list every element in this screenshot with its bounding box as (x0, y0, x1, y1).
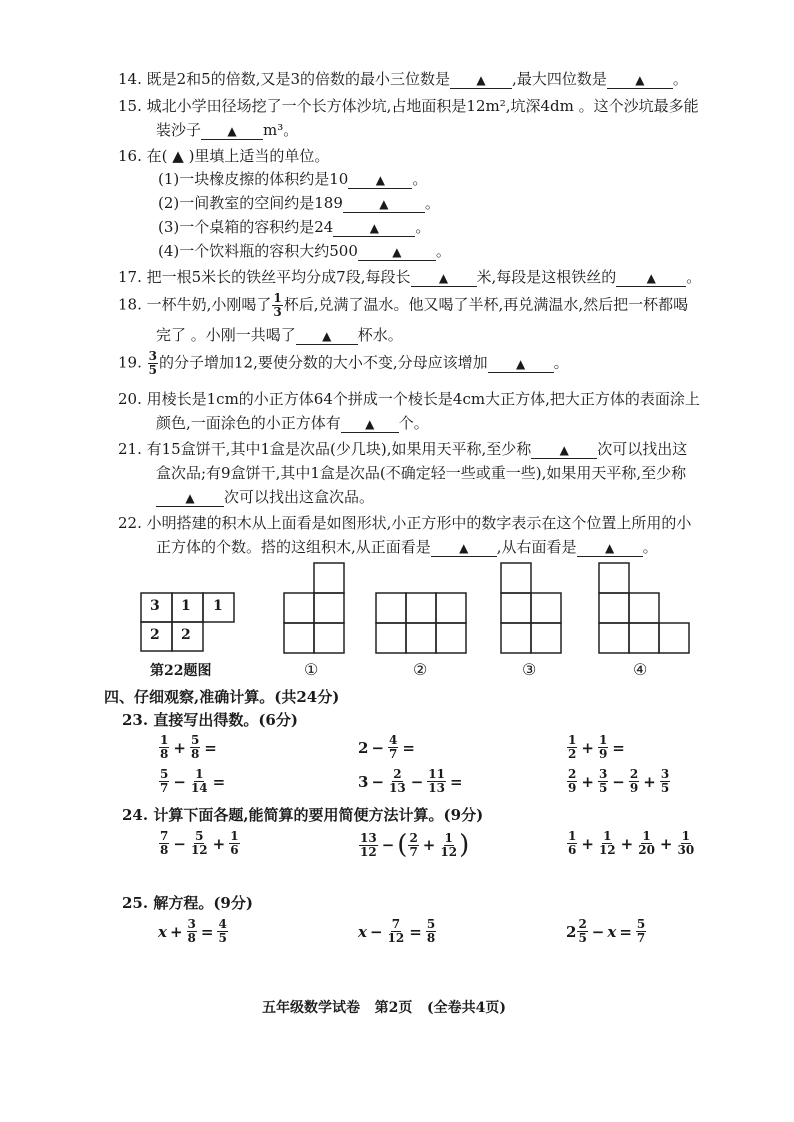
expression: $\frac{1}{8}$ + $\frac{5}{8}$ = (160, 733, 217, 761)
answer-blank[interactable]: ▲ (201, 124, 263, 140)
answer-blank[interactable]: ▲ (348, 173, 412, 189)
figure-caption: 第22题图 (150, 663, 212, 679)
question-21-line2: 盒次品;有9盒饼干,其中1盒是次品(不确定轻一些或重一些),如果用天平称,至少称 (156, 464, 687, 482)
question-18-line2: 完了 。小刚一共喝了 ▲ 杯水。 (156, 326, 403, 344)
grid-cell: 2 (181, 627, 191, 643)
question-14: 14. 既是2和5的倍数,又是3的倍数的最小三位数是 ▲ ,最大四位数是 ▲ 。 (118, 70, 688, 88)
answer-blank[interactable]: ▲ (156, 491, 224, 507)
question-15-line2: 装沙子 ▲ m³。 (156, 121, 299, 139)
page-footer: 五年级数学试卷 第2页 (全卷共4页) (262, 1000, 506, 1016)
q16-item: (4)一个饮料瓶的容积大约500 ▲ 。 (158, 242, 451, 260)
answer-blank[interactable]: ▲ (431, 541, 497, 557)
answer-blank[interactable]: ▲ (450, 73, 512, 89)
question-18: 18. 一杯牛奶,小刚喝了 $\frac{1}{3}$ 杯后,兑满了温水。他又喝了半杯,再兑满温水,然后把一杯都喝 (118, 291, 689, 319)
grid-cell: 1 (181, 598, 191, 614)
question-24-title: 24. 计算下面各题,能简算的要用简便方法计算。(9分) (122, 806, 484, 824)
option-label: ④ (633, 660, 648, 679)
answer-blank[interactable]: ▲ (343, 197, 425, 213)
answer-blank[interactable]: ▲ (607, 73, 673, 89)
option-label: ① (304, 660, 319, 679)
q16-item: (2)一间教室的空间约是189 ▲ 。 (158, 194, 440, 212)
option-2-view (375, 592, 467, 654)
equation: x − $\frac{7}{12}$ = $\frac{5}{8}$ (358, 917, 436, 945)
question-15: 15. 城北小学田径场挖了一个长方体沙坑,占地面积是12m²,坑深4dm 。这个沙坑最多能 (118, 97, 699, 115)
equation: 2 $\frac{2}{5}$ − x = $\frac{5}{7}$ (566, 917, 646, 945)
expression: $\frac{13}{12}$ − ( $\frac{2}{7}$ + $\frac{1}{12}$ ) (360, 830, 470, 860)
question-25-title: 25. 解方程。(9分) (122, 894, 253, 912)
expression: 2 − $\frac{4}{7}$ = (358, 733, 415, 761)
question-22-line2: 正方体的个数。搭的这组积木,从正面看是 ▲ ,从右面看是 ▲ 。 (156, 538, 658, 556)
option-label: ③ (522, 660, 537, 679)
fraction: $\frac{3}{5}$ (148, 349, 157, 377)
question-21-line3: ▲ 次可以找出这盒次品。 (156, 486, 374, 507)
answer-blank[interactable]: ▲ (358, 245, 436, 261)
option-1-view (283, 562, 345, 654)
answer-blank[interactable]: ▲ (531, 443, 597, 459)
q16-item: (3)一个桌箱的容积约是24 ▲ 。 (158, 218, 431, 236)
option-label: ② (413, 660, 428, 679)
grid-cell: 3 (150, 598, 160, 614)
option-4-view (598, 562, 690, 654)
question-17: 17. 把一根5米长的铁丝平均分成7段,每段长 ▲ 米,每段是这根铁丝的 ▲ 。 (118, 268, 702, 286)
expression: $\frac{1}{6}$ + $\frac{1}{12}$ + $\frac{1}{20}$ + $\frac{1}{30}$ (568, 829, 695, 857)
expression: $\frac{1}{2}$ + $\frac{1}{9}$ = (568, 733, 625, 761)
option-3-view (500, 562, 562, 654)
answer-blank[interactable]: ▲ (341, 417, 399, 433)
expression: 3 − $\frac{2}{13}$ − $\frac{11}{13}$ = (358, 767, 463, 795)
equation: x + $\frac{3}{8}$ = $\frac{4}{5}$ (158, 917, 227, 945)
question-20: 20. 用棱长是1cm的小正方体64个拼成一个棱长是4cm大正方体,把大正方体的表面涂上 (118, 390, 700, 408)
expression: $\frac{2}{9}$ + $\frac{3}{5}$ − $\frac{2}{9}$ + $\frac{3}{5}$ (568, 767, 670, 795)
answer-blank[interactable]: ▲ (333, 221, 415, 237)
expression: $\frac{5}{7}$ − $\frac{1}{14}$ = (160, 767, 226, 795)
q16-item: (1)一块橡皮擦的体积约是10 ▲ 。 (158, 170, 428, 188)
answer-blank[interactable]: ▲ (411, 271, 477, 287)
question-19: 19. $\frac{3}{5}$ 的分子增加12,要使分数的大小不变,分母应该增加 ▲ 。 (118, 349, 569, 377)
question-21: 21. 有15盒饼干,其中1盒是次品(少几块),如果用天平称,至少称 ▲ 次可以找出这 (118, 440, 688, 458)
grid-cell: 1 (213, 598, 223, 614)
expression: $\frac{7}{8}$ − $\frac{5}{12}$ + $\frac{1}{6}$ (160, 829, 239, 857)
grid-cell: 2 (150, 627, 160, 643)
question-20-line2: 颜色,一面涂色的小正方体有 ▲ 个。 (156, 414, 429, 432)
answer-blank[interactable]: ▲ (296, 329, 358, 345)
answer-blank[interactable]: ▲ (488, 357, 554, 373)
section-title: 四、仔细观察,准确计算。(共24分) (104, 688, 340, 706)
answer-blank[interactable]: ▲ (577, 541, 643, 557)
answer-blank[interactable]: ▲ (616, 271, 686, 287)
question-16: 16. 在( ▲ )里填上适当的单位。 (118, 147, 330, 165)
question-22: 22. 小明搭建的积木从上面看是如图形状,小正方形中的数字表示在这个位置上所用的小 (118, 514, 692, 532)
question-23-title: 23. 直接写出得数。(6分) (122, 711, 298, 729)
fraction: $\frac{1}{3}$ (273, 291, 282, 319)
